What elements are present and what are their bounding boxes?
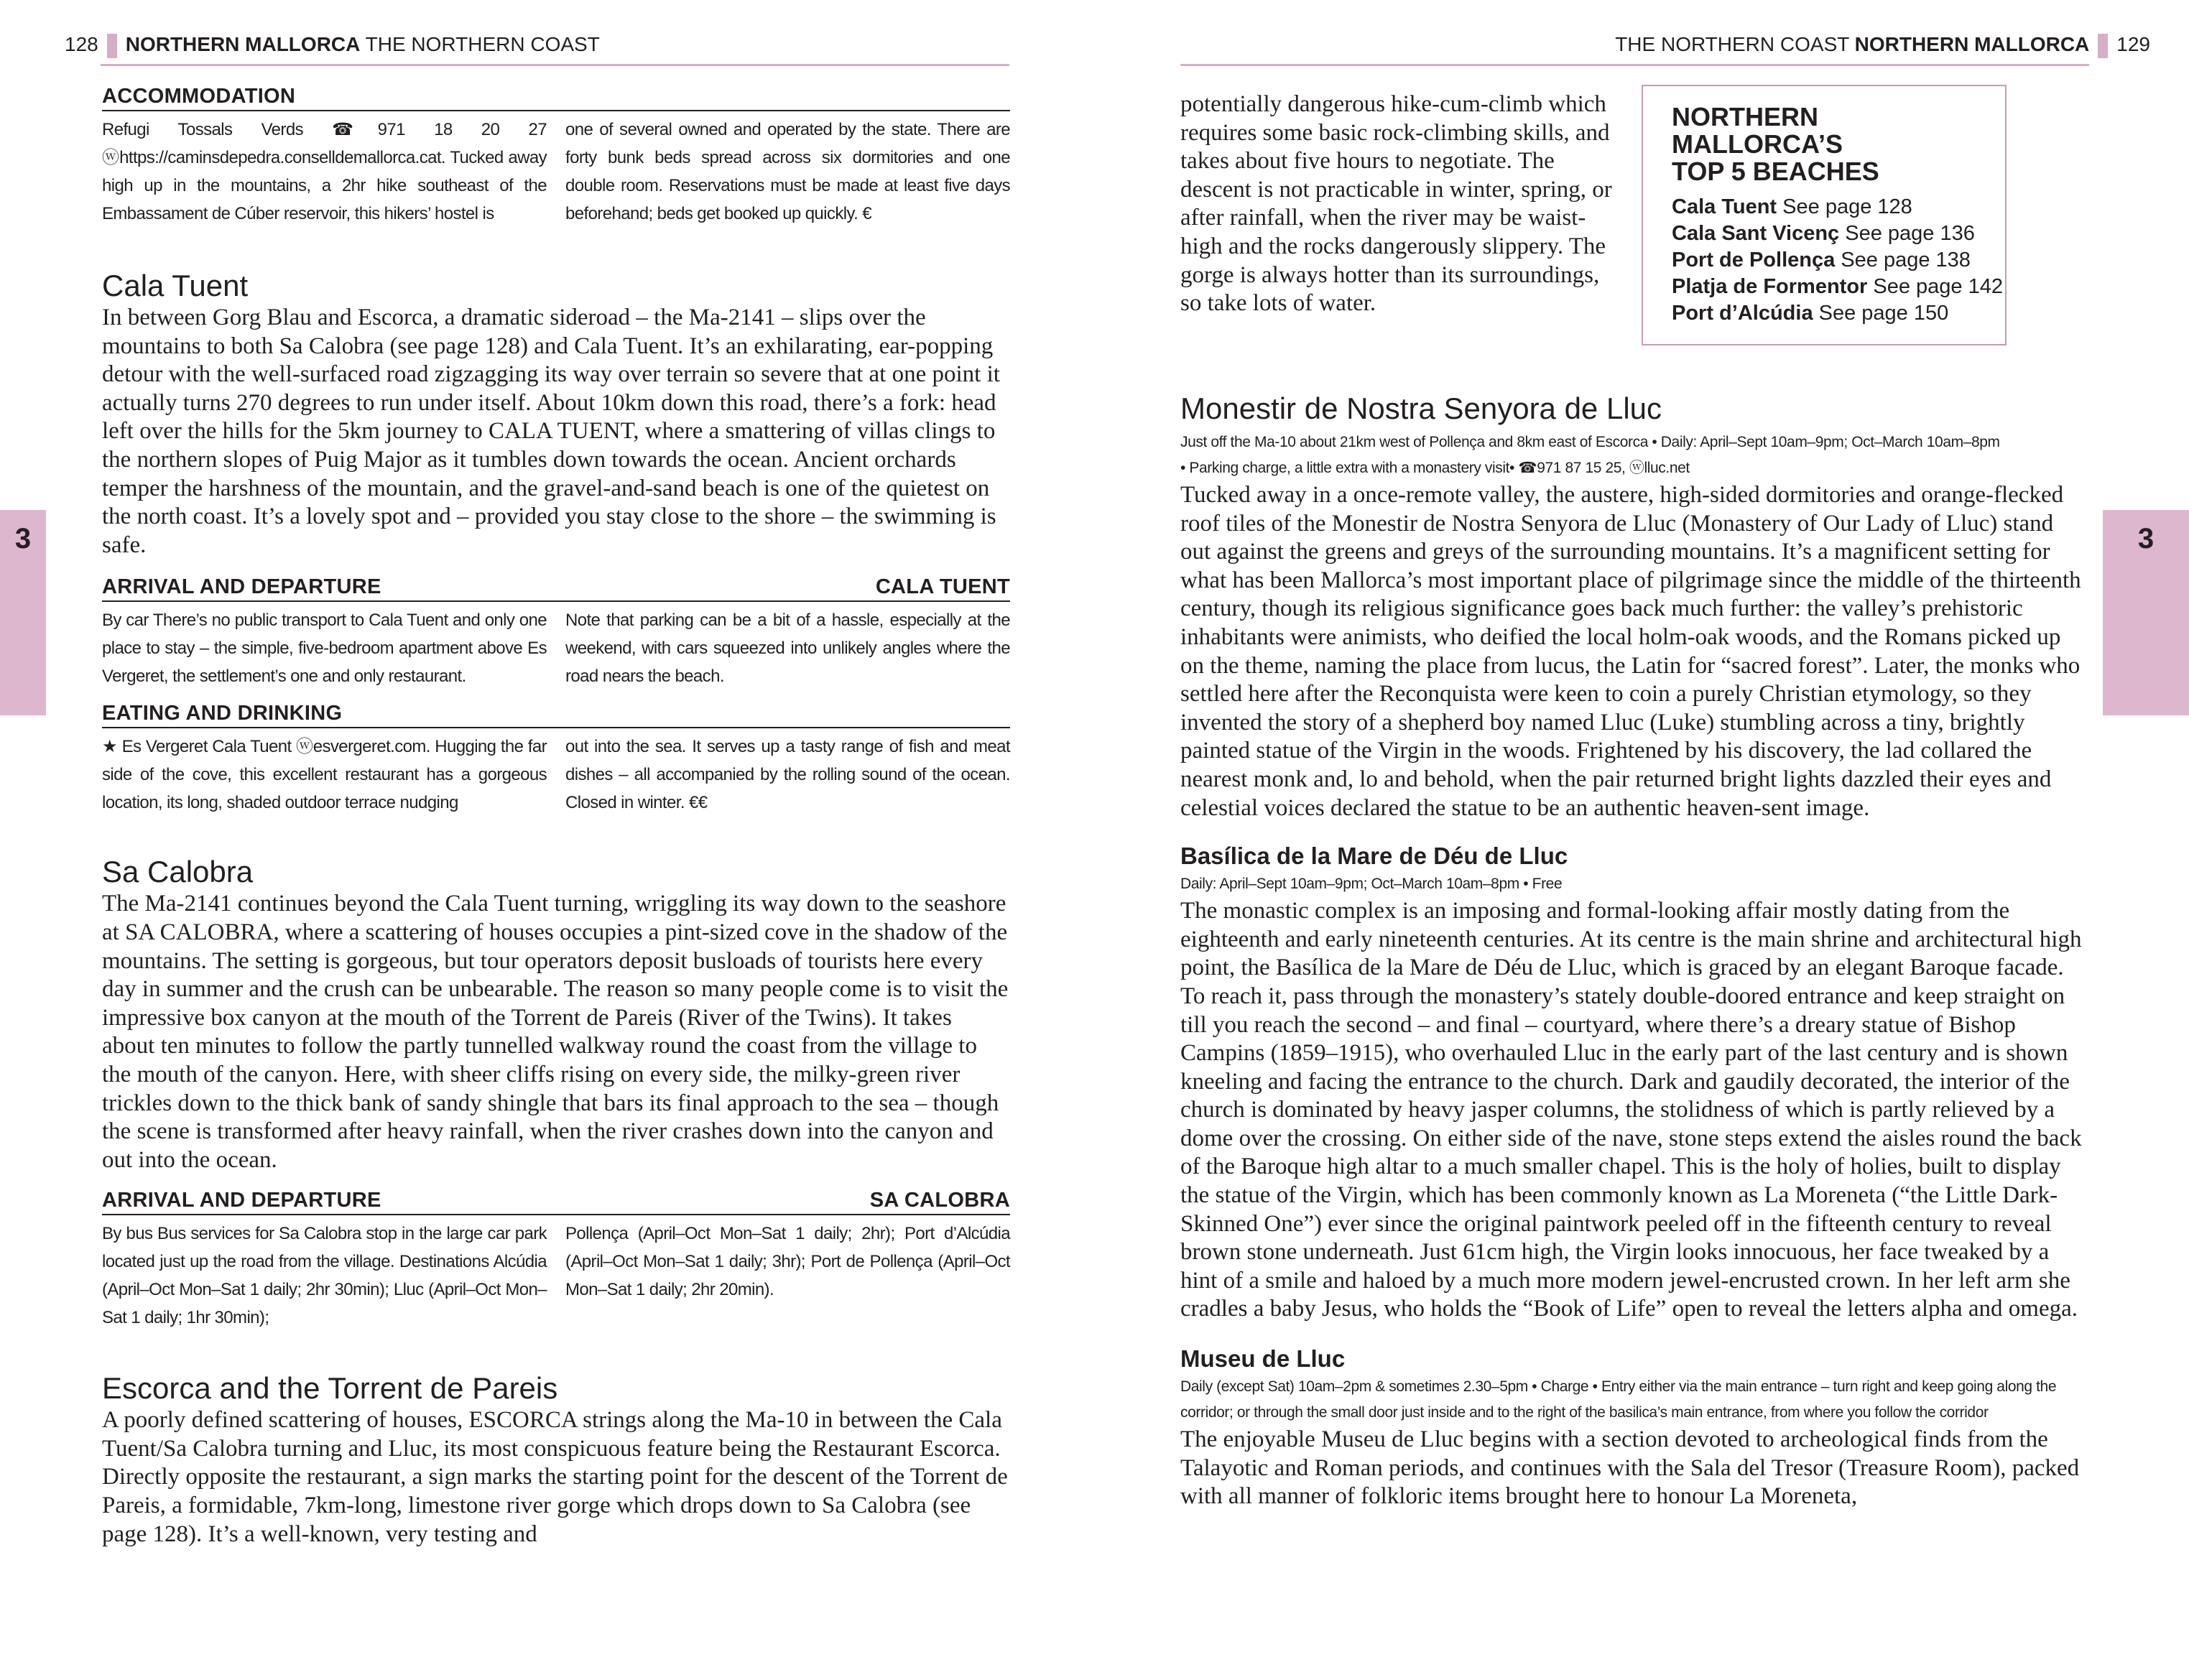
running-header-right [1615, 33, 2150, 58]
lluc-info-2: • Parking charge, a little extra with a monastery visit• ☎971 87 15 25, ⓦlluc.net [1180, 460, 1690, 476]
museu-info-1: Daily (except Sat) 10am–2pm & sometimes 2.30–5pm • Charge • Entry either via the main entrance – turn right and keep going along the [1180, 1378, 2057, 1396]
top5-item-ref: See page 128 [1782, 195, 1912, 218]
top5-item [1672, 300, 1976, 327]
escorca-heading: Escorca and the Torrent de Pareis [102, 1371, 558, 1406]
chapter-tab-left [0, 510, 46, 715]
escorca-body: A poorly defined scattering of houses, ESCORCA strings along the Ma-10 in between the Cala Tuent/Sa Calobra turning and Lluc, its most conspicuous feature being the Restaurant Escorca. Directly opposite the restaurant, a sign marks the starting point for the descent of the Torrent de Pareis, a formidable, 7km-long, limestone river gorge which drops down to Sa Calobra (see page 128). It’s a well-known, very testing and [102, 1407, 1008, 1547]
top5-item-ref: See page 150 [1818, 302, 1949, 325]
top5-item-name: Platja de Formentor [1672, 275, 1868, 298]
eating-box [102, 702, 1010, 817]
top5-item-name: Port d’Alcúdia [1672, 302, 1813, 325]
sa-calobra-heading: Sa Calobra [102, 855, 254, 889]
arrival-place: CALA TUENT [875, 575, 1010, 599]
sa-calobra-arrival-box [102, 1189, 1010, 1332]
cala-tuent-heading: Cala Tuent [102, 269, 249, 302]
eating-col1: ★ Es Vergeret Cala Tuent ⓦesvergeret.com. Hugging the far side of the cove, this excellent restaurant has a gorgeous location, its long, shaded outdoor terrace nudging [102, 737, 547, 813]
right-column [1180, 391, 2089, 1511]
continued-text: potentially dangerous hike-cum-climb which requires some basic rock-climbing skills, and takes about five hours to negotiate. The descent is not practicable in winter, spring, or after rainfall, when the river may be waist-high and the rocks dangerously slippery. The gorge is always hotter than its surroundings, so take lots of water. [1180, 91, 1612, 317]
basilica-heading: Basílica de la Mare de Déu de Lluc [1180, 843, 1568, 870]
accommodation-col2: one of several owned and operated by the state. There are forty bunk beds spread across six dormitories and one double room. Reservations must be made at least five days beforehand; beds get booked up quickly. € [565, 120, 1010, 223]
top5-item [1672, 247, 1976, 274]
cala-tuent-arrival-col2: Note that parking can be a bit of a hassle, especially at the weekend, with cars squeezed into unlikely angles where the road nears the beach. [565, 611, 1010, 687]
header-bar [2098, 34, 2108, 58]
accommodation-box [102, 85, 1010, 228]
top5-item-name: Port de Pollença [1672, 249, 1836, 272]
top5-item [1672, 221, 1976, 247]
eating-heading: EATING AND DRINKING [102, 702, 343, 725]
top5-item-ref: See page 136 [1845, 222, 1975, 245]
top5-item-name: Cala Sant Vicenç [1672, 222, 1840, 245]
museu-heading: Museu de Lluc [1180, 1345, 1346, 1373]
right-page [1111, 0, 2189, 1680]
header-section: NORTHERN MALLORCA [125, 33, 361, 55]
chapter-tab-number: 3 [2137, 523, 2155, 554]
basilica-info: Daily: April–Sept 10am–9pm; Oct–March 10am–8pm • Free [1180, 876, 1563, 893]
top5-item-name: Cala Tuent [1672, 195, 1777, 218]
cala-tuent-arrival-col1: By car There’s no public transport to Cala Tuent and only one place to stay – the simple, five-bedroom apartment above Es Vergeret, the settlement’s one and only restaurant. [102, 611, 547, 687]
header-rule [1180, 64, 2089, 66]
chapter-tab-number: 3 [14, 523, 32, 554]
header-subsection: THE NORTHERN COAST [1615, 33, 1849, 55]
running-header-left [65, 33, 600, 58]
lluc-heading: Monestir de Nostra Senyora de Lluc [1180, 391, 1662, 425]
arrival-heading: ARRIVAL AND DEPARTURE [102, 575, 381, 599]
continued-column [1180, 91, 1619, 318]
sa-calobra-arrival-col1: By bus Bus services for Sa Calobra stop in the large car park located just up the road from the village. Destinations Alcúdia (April–Oct Mon–Sat 1 daily; 2hr 30min); Lluc (April–Oct Mon–Sat 1 daily; 1hr 30min); [102, 1224, 547, 1328]
basilica-body: The monastic complex is an imposing and formal-looking affair mostly dating from the eighteenth and early nineteenth centuries. At its centre is the main shrine and architectural high point, the Basílica de la Mare de Déu de Lluc, which is graced by an elegant Baroque facade. To reach it, pass through the monastery’s stately double-doored entrance and keep straight on till you reach the second – and final – courtyard, where there’s a dreary statue of Bishop Campins (1859–1915), who overhauled Lluc in the early part of the last century and is shown kneeling and facing the entrance to the church. Dark and gaudily decorated, the interior of the church is dominated by heavy jasper columns, the stolidness of which is partly relieved by a dome over the crossing. On either side of the nave, stone steps extend the aisles round the back of the Baroque high altar to a much smaller chapel. This is the holy of holies, built to display the statue of the Virgin, which has been commonly known as La Moreneta (“the Little Dark-Skinned One”) ever since the original paintwork peeled off in the fifteenth century to reveal brown stone underneath. Just 61cm high, the Virgin looks innocuous, her face tweaked by a hint of a smile and haloed by a much more modern jewel-encrusted crown. In her left arm she cradles a baby Jesus, who holds the “Book of Life” open to reveal the letters alpha and omega. [1180, 898, 2082, 1322]
top5-item-ref: See page 142 [1873, 275, 2004, 298]
header-section: NORTHERN MALLORCA [1854, 33, 2090, 55]
page-number-right: 129 [2116, 33, 2150, 55]
cala-tuent-body: In between Gorg Blau and Escorca, a dramatic sideroad – the Ma-2141 – slips over the mountains to both Sa Calobra (see page 128) and Cala Tuent. It’s an exhilarating, ear-popping detour with the well-surfaced road zigzagging its way over terrain so severe that at one point it actually turns 270 degrees to run under itself. About 10km down this road, there’s a fork: head left over the hills for the 5km journey to CALA TUENT, where a smattering of villas clings to the northern slopes of Puig Major as it tumbles down towards the ocean. Ancient orchards temper the harshness of the mountain, and the gravel-and-sand beach is one of the quietest on the north coast. It’s a lovely spot and – provided you stay close to the shore – the swimming is safe. [102, 305, 1000, 558]
accommodation-col1: Refugi Tossals Verds ☎971 18 20 27 ⓦhttps://caminsdepedra.conselldemallorca.cat. Tucked away high up in the mountains, a 2hr hike southeast of the Embassament de Cúber reservoir, this hikers’ hostel is [102, 120, 547, 223]
left-page [0, 0, 1078, 1680]
arrival-place: SA CALOBRA [869, 1189, 1010, 1212]
lluc-body: Tucked away in a once-remote valley, the austere, high-sided dormitories and orange-flecked roof tiles of the Monestir de Nostra Senyora de Lluc (Monastery of Our Lady of Lluc) stand out against the greens and greys of the surrounding mountains. It’s a magnificent setting for what has been Mallorca’s most important place of pilgrimage since the middle of the thirteenth century, though its religious significance goes back much further: the valley’s prehistoric inhabitants were animists, who deified the local holm-oak woods, and the Romans picked up on the theme, naming the place from lucus, the Latin for “sacred forest”. Later, the monks who settled here after the Reconquista were keen to coin a purely Christian etymology, so they invented the story of a shepherd boy named Lluc (Luke) stumbling across a tiny, brightly painted statue of the Virgin in the woods. Frightened by his discovery, the lad collared the nearest monk and, lo and behold, when the pair returned bright lights dazzled their eyes and celestial voices declared the statue to be an authentic heaven-sent image. [1180, 482, 2081, 821]
header-bar [107, 34, 117, 58]
museu-info-2: corridor; or through the small door just inside and to the right of the basilica’s main entrance, from where you follow the corridor [1180, 1404, 1989, 1421]
cala-tuent-arrival-box [102, 575, 1010, 690]
left-column [102, 85, 1010, 1549]
accommodation-heading: ACCOMMODATION [102, 85, 1010, 111]
sa-calobra-body: The Ma-2141 continues beyond the Cala Tuent turning, wriggling its way down to the seashore at SA CALOBRA, where a scattering of houses occupies a pint-sized cove in the shadow of the mountains. The setting is gorgeous, but tour operators deposit busloads of tourists here every day in summer and the crush can be unbearable. The reason so many people come is to visit the impressive box canyon at the mouth of the Torrent de Pareis (River of the Twins). It takes about ten minutes to follow the partly tunnelled walkway round the coast from the village to the mouth of the canyon. Here, with sheer cliffs rising on every side, the milky-green river trickles down to the thick bank of sandy shingle that bars its final approach to the sea – though the scene is transformed after heavy rainfall, when the river crashes down into the canyon and out into the ocean. [102, 891, 1009, 1173]
header-rule [101, 64, 1009, 66]
top5-title: NORTHERN MALLORCA’S TOP 5 BEACHES [1672, 102, 1879, 186]
top5-item [1672, 274, 2004, 300]
museu-body: The enjoyable Museu de Lluc begins with a section devoted to archeological finds from the Talayotic and Roman periods, and continues with the Sala del Tresor (Treasure Room), packed with all manner of folkloric items brought here to honour La Moreneta, [1180, 1426, 2080, 1510]
lluc-info-1: Just off the Ma-10 about 21km west of Pollença and 8km east of Escorca • Daily: April–Sept 10am–9pm; Oct–March 10am–8pm [1180, 434, 2000, 450]
top5-list [1672, 194, 2004, 327]
page-number-left: 128 [65, 33, 98, 55]
top5-item-ref: See page 138 [1841, 249, 1971, 272]
sa-calobra-arrival-col2: Pollença (April–Oct Mon–Sat 1 daily; 2hr); Port d’Alcúdia (April–Oct Mon–Sat 1 daily; 3hr); Port de Pollença (April–Oct Mon–Sat 1 daily; 2hr 20min). [565, 1224, 1010, 1300]
eating-col2: out into the sea. It serves up a tasty range of fish and meat dishes – all accompanied by the rolling sound of the ocean. Closed in winter. €€ [565, 737, 1010, 813]
arrival-heading: ARRIVAL AND DEPARTURE [102, 1189, 381, 1212]
chapter-tab-right [2103, 510, 2189, 715]
top5-item [1672, 194, 1976, 221]
header-subsection: THE NORTHERN COAST [365, 33, 600, 55]
top5-beaches-box [1642, 85, 2007, 345]
